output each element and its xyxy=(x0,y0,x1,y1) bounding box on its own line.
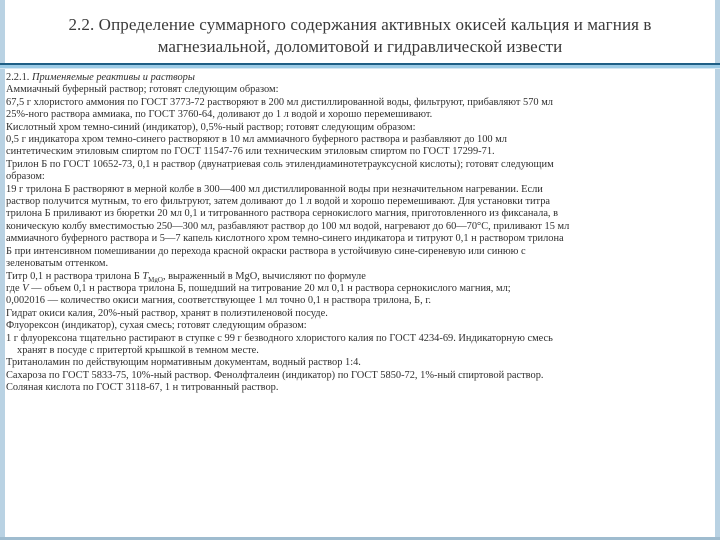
where-variable: V xyxy=(22,282,29,294)
text-line: 67,5 г хлористого аммония по ГОСТ 3773-72 растворяют в 200 мл дистиллированной воды, фильтруют, прибавляют 570 мл xyxy=(6,96,553,108)
text-line: коническую колбу вместимостью 250—300 мл, разбавляют раствор до 100 мл водой, нагревают до 60—70°С, приливают 15 мл xyxy=(6,220,570,232)
text-line: Гидрат окиси калия, 20%-ный раствор, хранят в полиэтиленовой посуде. xyxy=(6,307,328,319)
text-line: хранят в посуде с притертой крышкой в темном месте. xyxy=(17,344,259,356)
section-number: 2.2.1. xyxy=(6,72,32,83)
section-heading xyxy=(6,72,710,84)
text-line: аммиачного буферного раствора и 5—7 капель кислотного хром темно-синего индикатора и титруют 0,1 н раствором трилона xyxy=(6,233,564,245)
text-line: Сахароза по ГОСТ 5833-75, 10%-ный раствор. Фенолфталеин (индикатор) по ГОСТ 5850-72, 1%-ный спиртовой раствор. xyxy=(6,369,544,381)
titr-symbol: T xyxy=(142,270,149,282)
left-edge-decoration xyxy=(0,0,5,540)
section-heading-text: Применяемые реактивы и растворы xyxy=(31,72,195,83)
text-line: трилона Б приливают из бюретки 20 мл 0,1 и титрованного раствора сернокислого магния, приготовленного из фиксанала, в xyxy=(6,208,559,220)
text-line: синтетическим этиловым спиртом по ГОСТ 11547-76 или техническим этиловым спиртом по ГОСТ 17299-71. xyxy=(6,146,495,158)
title-line-1: 2.2. Определение суммарного содержания активных окисей кальция и магния в xyxy=(68,15,652,34)
text-line: 19 г трилона Б растворяют в мерной колбе в 300—400 мл дистиллированной воды при незначительном нагревании. Если xyxy=(6,183,543,195)
text-line: Тританоламин по действующим нормативным документам, водный раствор 1:4. xyxy=(6,357,361,369)
where-line xyxy=(6,283,710,295)
title-divider-shade xyxy=(0,68,720,69)
titr-line xyxy=(6,271,710,283)
titr-text-end: , выраженный в MgO, вычисляют по формуле xyxy=(162,270,366,282)
slide-title xyxy=(60,14,660,58)
right-edge-decoration xyxy=(715,0,720,540)
where-text: — объем 0,1 н раствора трилона Б, пошедший на титрование 20 мл 0,1 н раствора сернокислого магния, мл; xyxy=(28,282,511,294)
text-line: Кислотный хром темно-синий (индикатор), 0,5%-ный раствор; готовят следующим образом: xyxy=(6,121,416,133)
text-line: 0,5 г индикатора хром темно-синего растворяют в 10 мл аммиачного буферного раствора и разбавляют до 100 мл xyxy=(6,134,507,146)
titr-subscript: MgO xyxy=(148,275,163,283)
text-line: зеленоватым оттенком. xyxy=(6,258,109,270)
text-line: Соляная кислота по ГОСТ 3118-67, 1 н титрованный раствор. xyxy=(6,382,279,394)
text-line: Аммиачный буферный раствор; готовят следующим образом: xyxy=(6,84,279,96)
document-body xyxy=(6,72,710,395)
text-line: образом: xyxy=(6,171,45,183)
text-line: Флуорексон (индикатор), сухая смесь; готовят следующим образом: xyxy=(6,320,307,332)
text-line: 0,002016 — количество окиси магния, соответствующее 1 мл точно 0,1 н раствора трилона, Б, г. xyxy=(6,295,432,307)
text-line: раствор получится мутным, то его фильтруют, затем доливают до 1 л водой и хорошо перемешивают. Для установки титра xyxy=(6,196,551,208)
title-line-2: магнезиальной, доломитовой и гидравлической извести xyxy=(157,37,563,56)
text-line: 1 г флуорексона тщательно растирают в ступке с 99 г безводного хлористого калия по ГОСТ 4234-69. Индикаторную смесь xyxy=(6,332,553,344)
text-line: Трилон Б по ГОСТ 10652-73, 0,1 н раствор (двунатриевая соль этилендиаминотетрауксусной кислоты); готовят следующим xyxy=(6,158,554,170)
text-line: Б при интенсивном помешивании до перехода красной окраски раствора в устойчивую сине-сиреневую или синюю с xyxy=(6,245,526,257)
where-label: где xyxy=(6,282,23,294)
titr-text: Титр 0,1 н раствора трилона Б xyxy=(6,270,143,282)
text-line: 25%-ного раствора аммиака, по ГОСТ 3760-64, доливают до 1 л водой и хорошо перемешивают. xyxy=(6,109,433,121)
